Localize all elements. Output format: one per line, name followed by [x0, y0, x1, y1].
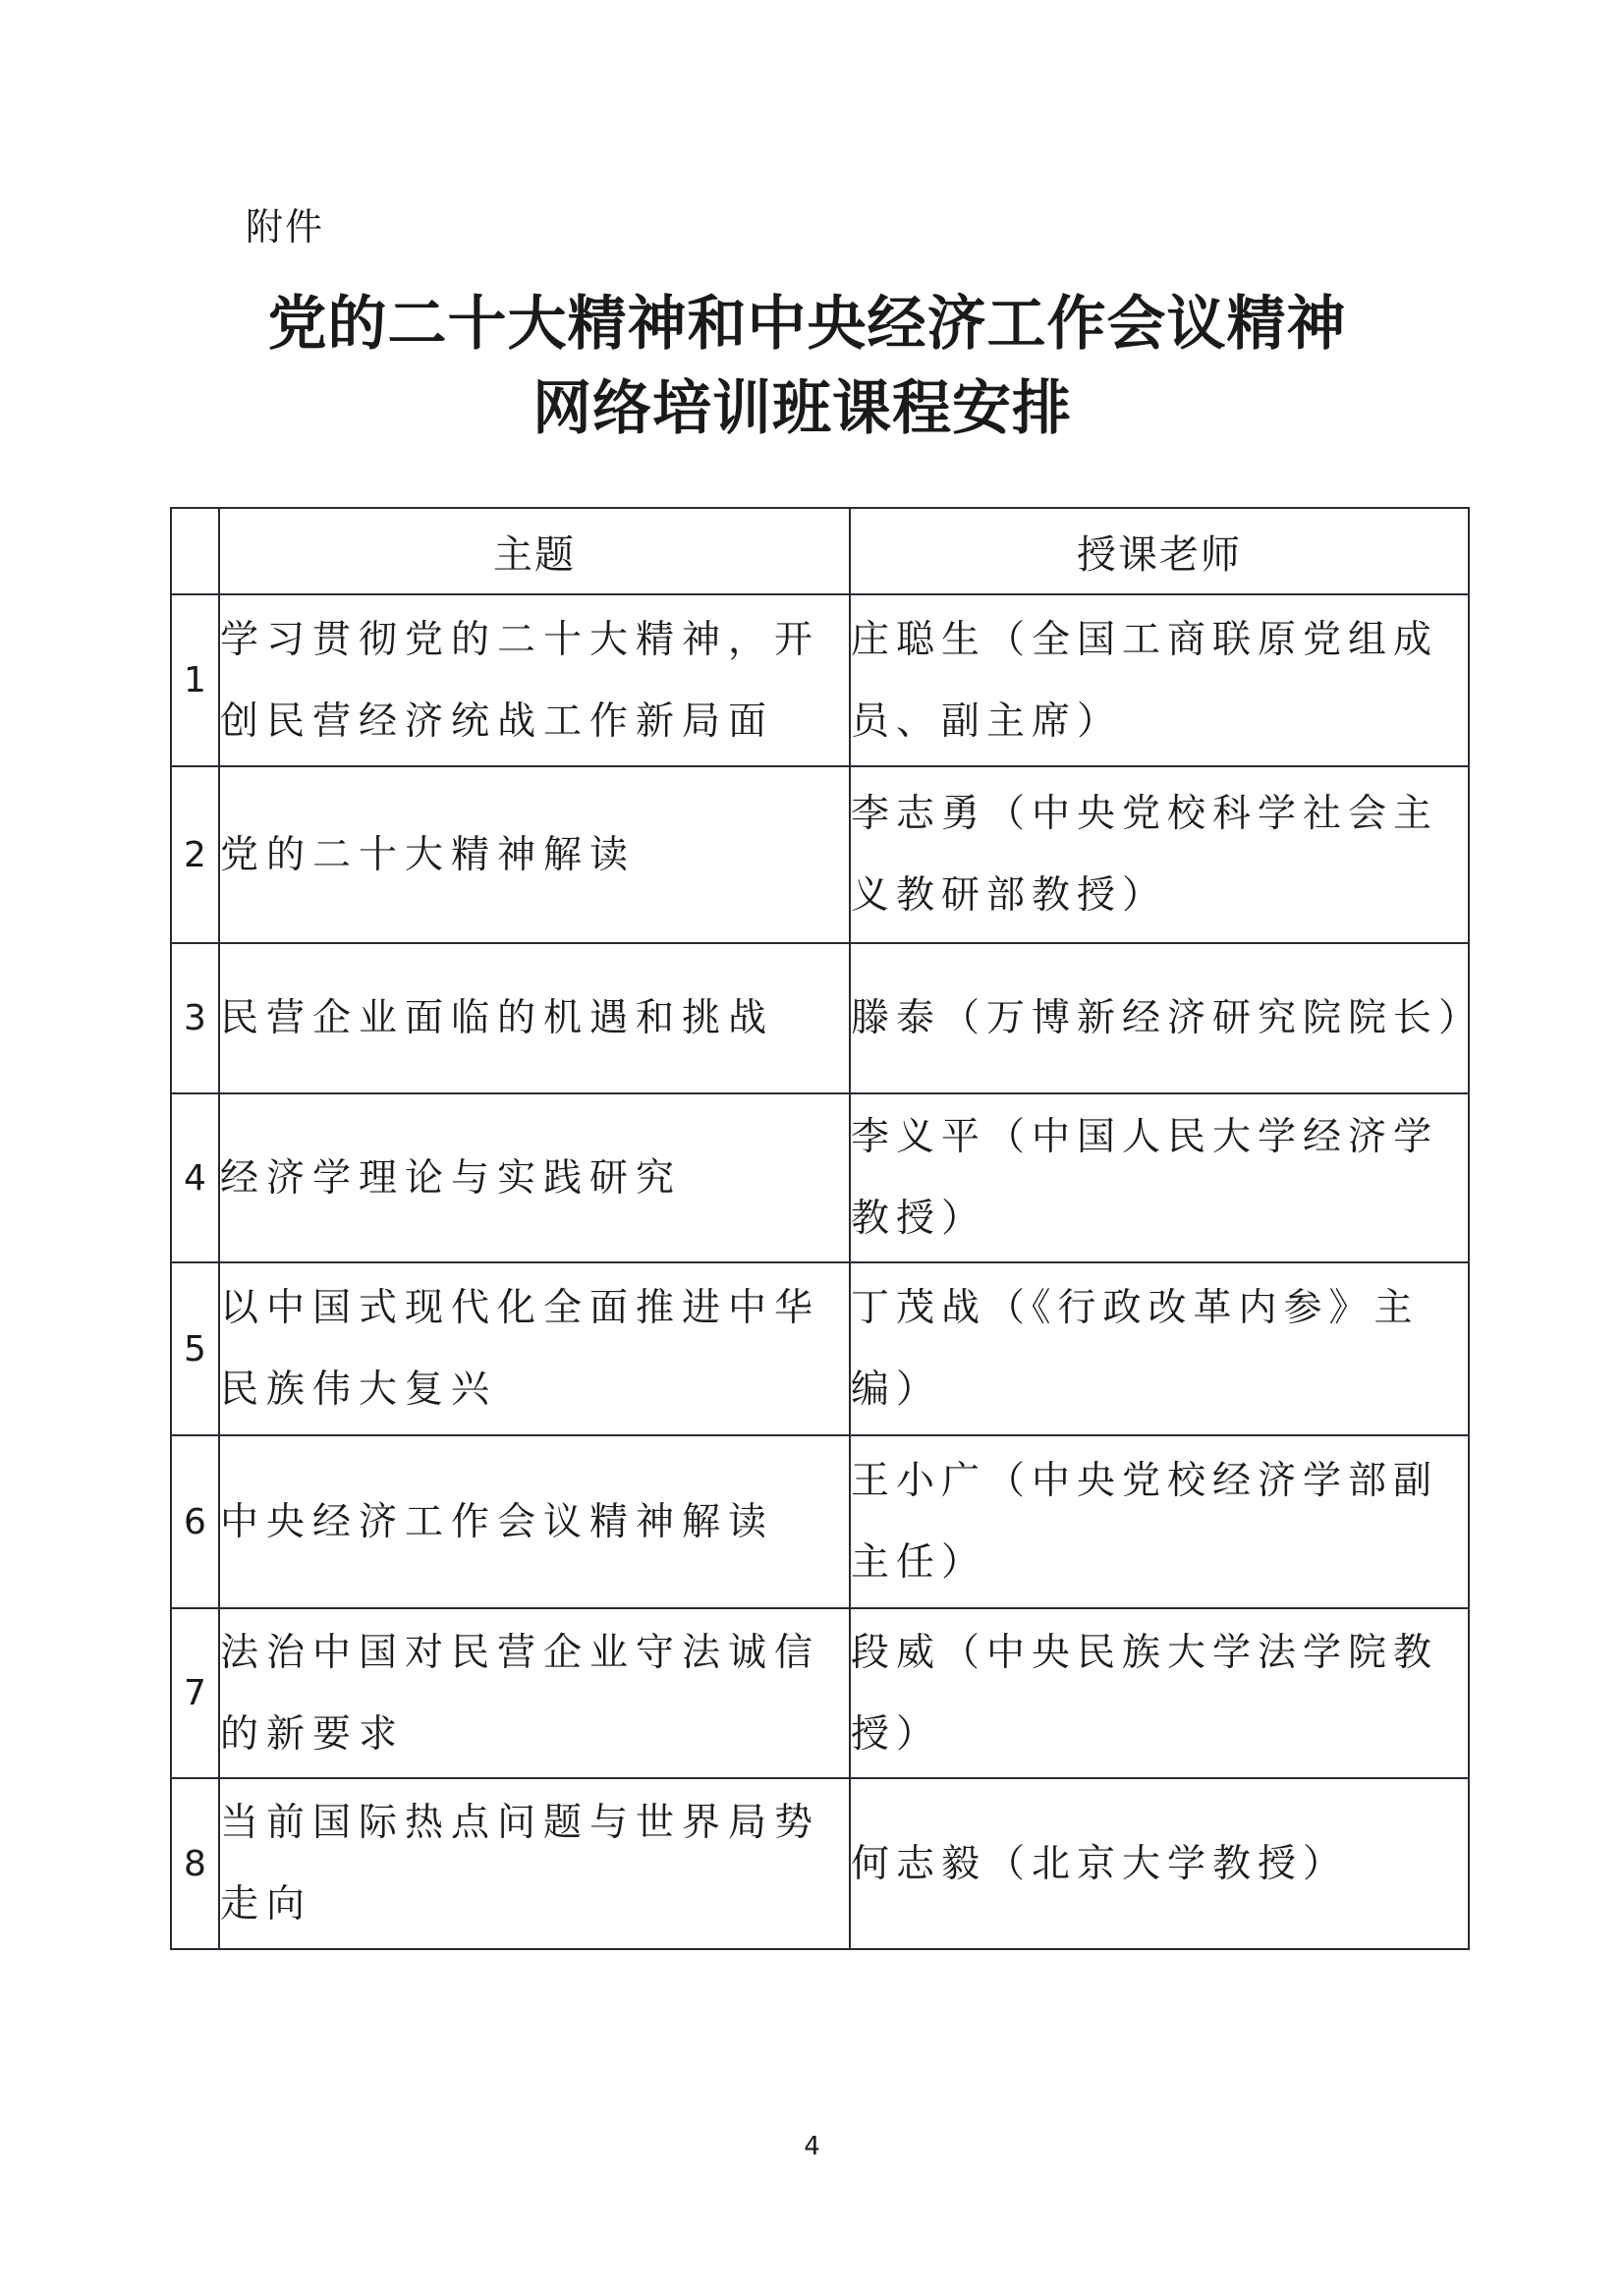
row-teacher: 滕泰（万博新经济研究院院长） — [850, 943, 1469, 1093]
table-row — [171, 1435, 1469, 1608]
header-number — [171, 508, 219, 594]
document-title-line-1: 党的二十大精神和中央经济工作会议精神 — [267, 290, 1347, 359]
table-row — [171, 1608, 1469, 1778]
row-topic: 当前国际热点问题与世界局势走向 — [219, 1778, 850, 1949]
row-topic: 学习贯彻党的二十大精神，开创民营经济统战工作新局面 — [219, 594, 850, 766]
page-number: 4 — [804, 2132, 820, 2161]
header-topic: 主题 — [219, 508, 850, 594]
table-row — [171, 943, 1469, 1093]
course-schedule-table — [170, 507, 1484, 1950]
row-teacher: 丁茂战（《行政改革内参》主编） — [850, 1262, 1469, 1435]
row-number: 8 — [171, 1778, 219, 1949]
row-teacher: 李义平（中国人民大学经济学教授） — [850, 1093, 1469, 1262]
row-number: 6 — [171, 1435, 219, 1608]
table-row — [171, 1093, 1469, 1262]
row-number: 7 — [171, 1608, 219, 1778]
table-row — [171, 766, 1469, 943]
row-topic: 法治中国对民营企业守法诚信的新要求 — [219, 1608, 850, 1778]
row-topic: 民营企业面临的机遇和挑战 — [219, 943, 850, 1093]
row-topic: 以中国式现代化全面推进中华民族伟大复兴 — [219, 1262, 850, 1435]
row-number: 1 — [171, 594, 219, 766]
row-teacher: 段威（中央民族大学法学院教授） — [850, 1608, 1469, 1778]
row-number: 2 — [171, 766, 219, 943]
row-teacher: 李志勇（中央党校科学社会主义教研部教授） — [850, 766, 1469, 943]
row-topic: 党的二十大精神解读 — [219, 766, 850, 943]
row-number: 4 — [171, 1093, 219, 1262]
attachment-label: 附件 — [246, 205, 325, 249]
document-title-line-2: 网络培训班课程安排 — [532, 374, 1072, 443]
row-number: 3 — [171, 943, 219, 1093]
row-topic: 经济学理论与实践研究 — [219, 1093, 850, 1262]
row-teacher: 庄聪生（全国工商联原党组成员、副主席） — [850, 594, 1469, 766]
row-teacher: 何志毅（北京大学教授） — [850, 1778, 1469, 1949]
table-row — [171, 1778, 1469, 1949]
table-header-row — [171, 508, 1469, 594]
row-topic: 中央经济工作会议精神解读 — [219, 1435, 850, 1608]
table-row — [171, 1262, 1469, 1435]
row-number: 5 — [171, 1262, 219, 1435]
header-teacher: 授课老师 — [850, 508, 1469, 594]
row-teacher: 王小广（中央党校经济学部副主任） — [850, 1435, 1469, 1608]
table-row — [171, 594, 1469, 766]
